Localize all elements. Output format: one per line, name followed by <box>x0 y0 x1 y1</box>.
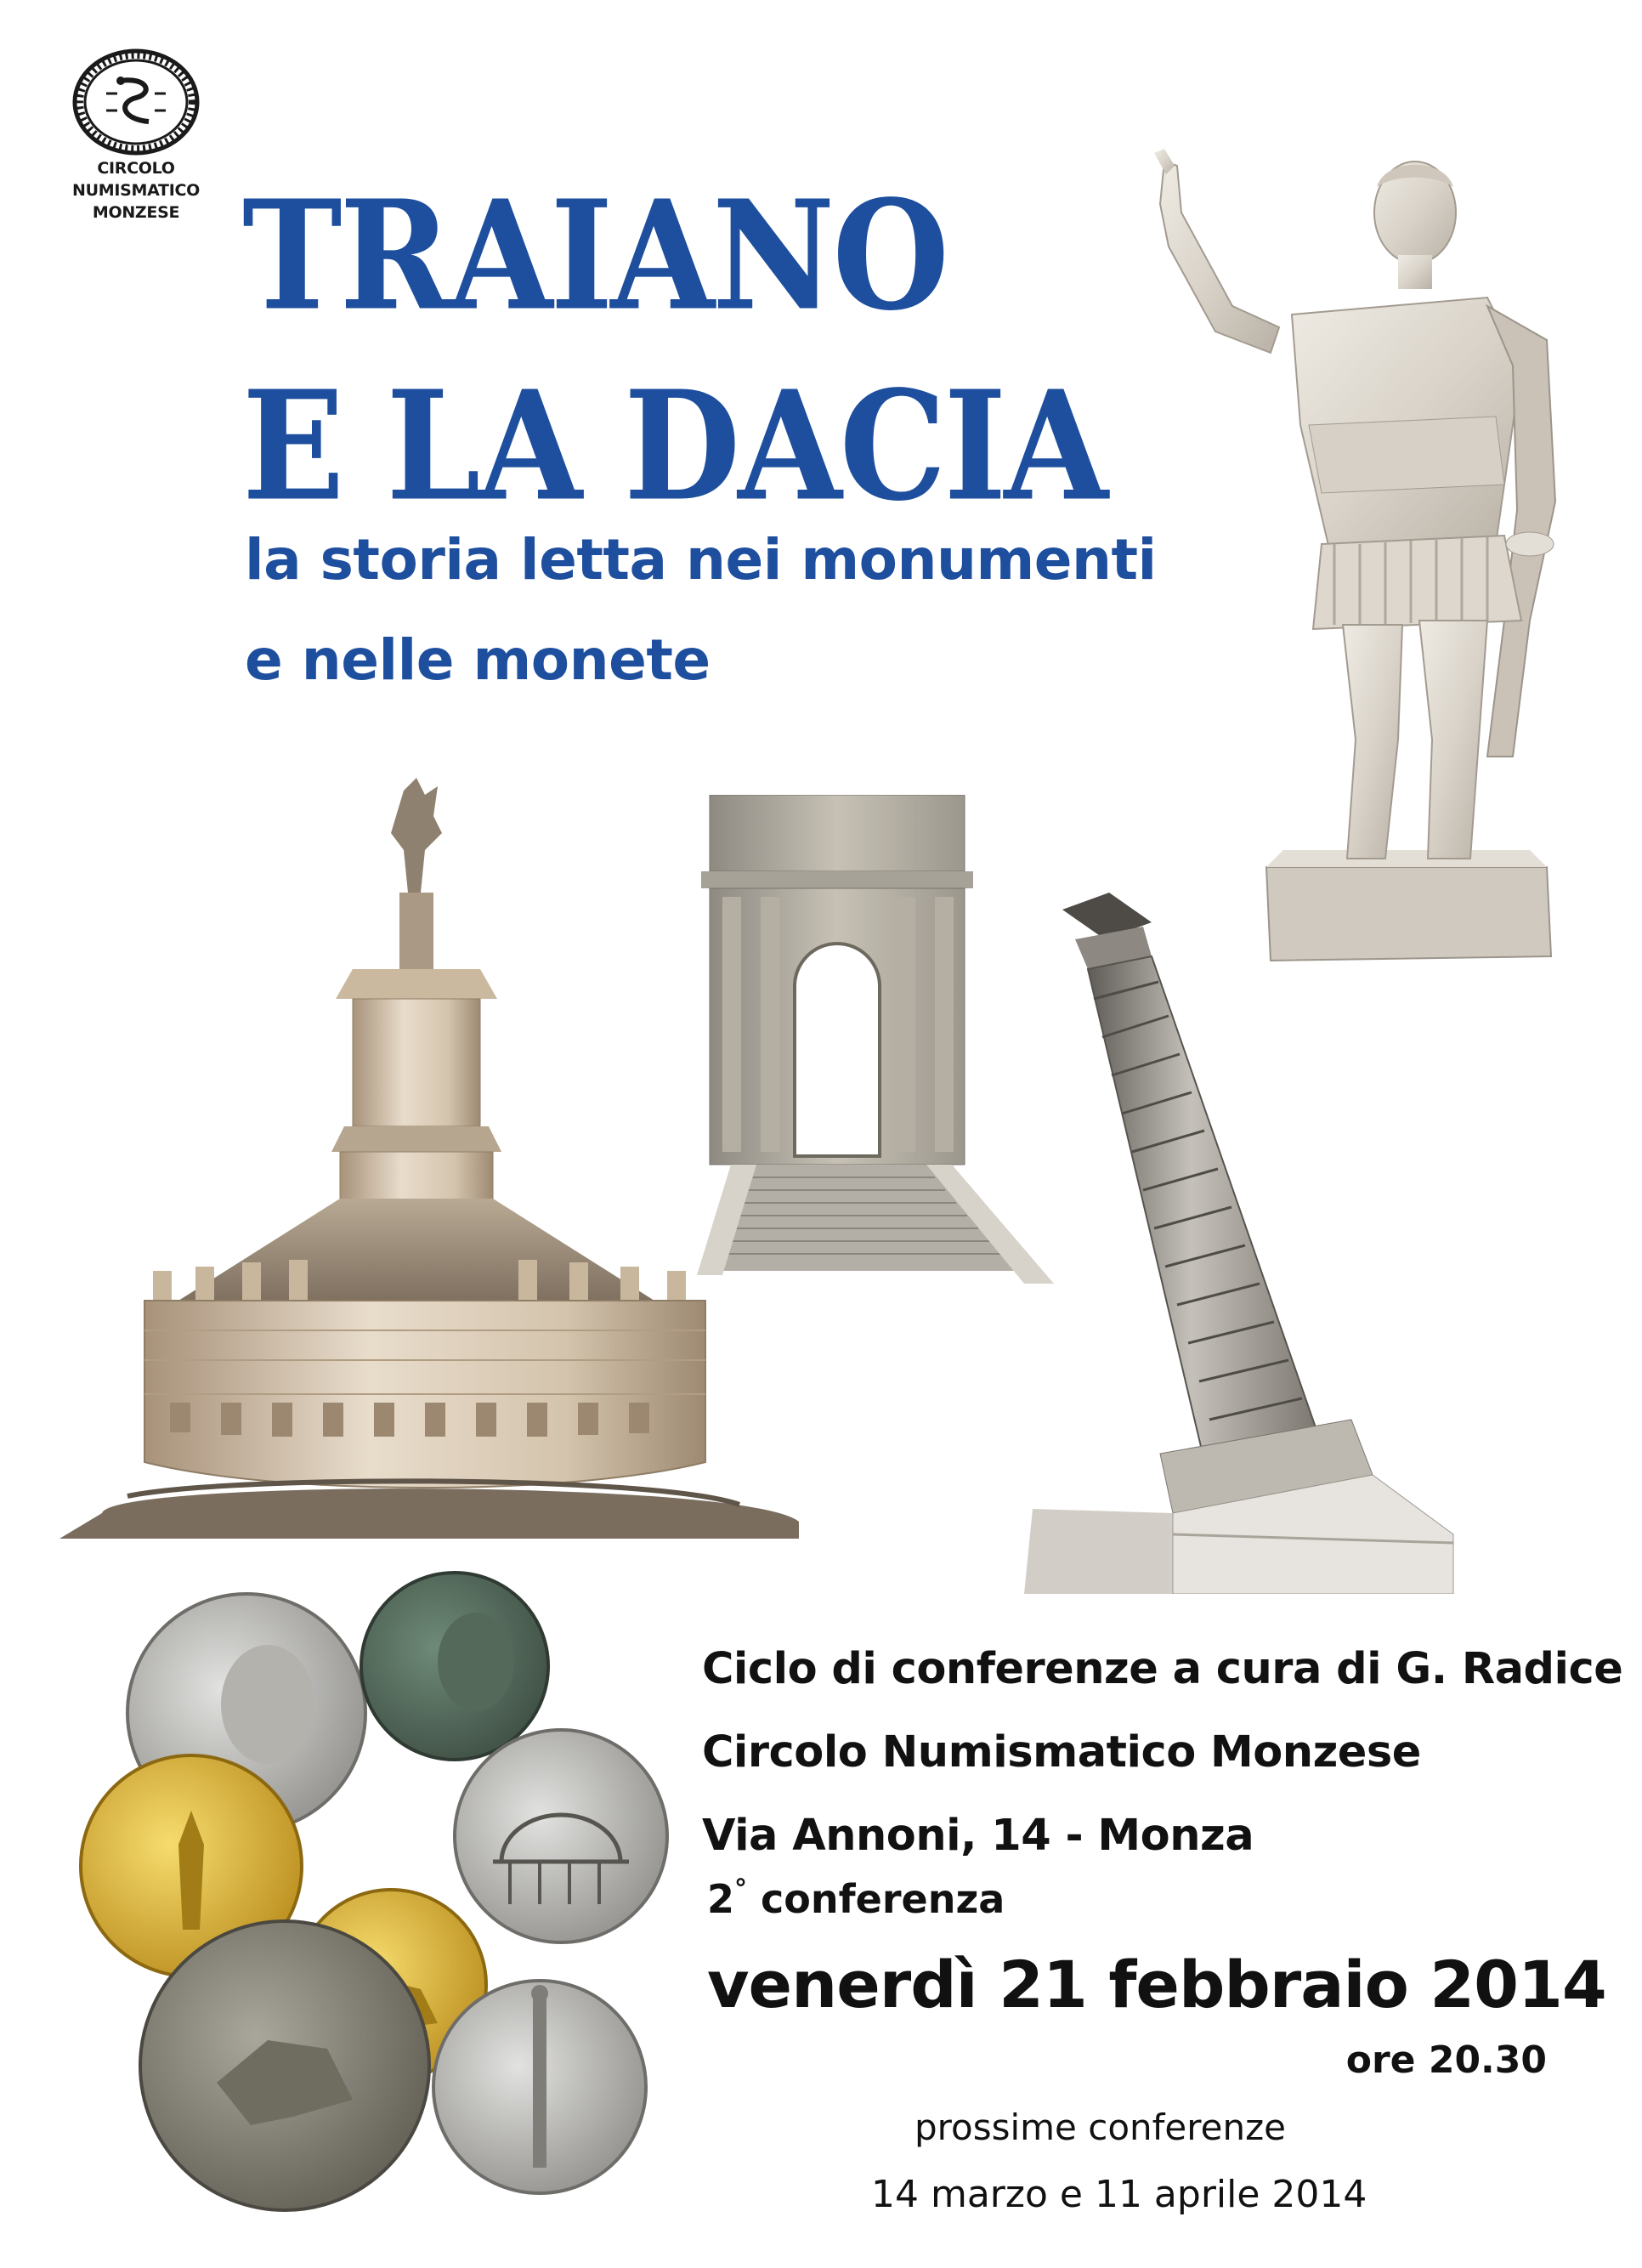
subtitle-line-1: la storia letta nei monumenti <box>245 527 1157 593</box>
venue-address: Via Annoni, 14 - Monza <box>702 1811 1254 1861</box>
event-time: ore 20.30 <box>1345 2038 1547 2082</box>
series-curator: Ciclo di conferenze a cura di G. Radice <box>702 1644 1623 1694</box>
conference-ordinal: 2 <box>707 1876 735 1922</box>
degree-sign: ° <box>734 1874 748 1904</box>
poster-title <box>242 162 1106 542</box>
logo-line-1: CIRCOLO NUMISMATICO <box>72 159 200 200</box>
logo-caption <box>34 157 238 224</box>
logo-line-2: MONZESE <box>92 203 180 222</box>
serpent-seal-icon <box>68 47 204 157</box>
organizer-name: Circolo Numismatico Monzese <box>702 1727 1421 1778</box>
upcoming-title: prossime conferenze <box>914 2106 1286 2148</box>
trajans-column-image <box>1024 888 1458 1594</box>
arch-of-trajan-image <box>697 795 1054 1288</box>
trajan-statue-image <box>1130 145 1572 969</box>
lecture-info <box>702 1628 1622 1878</box>
roman-coins-image <box>64 1564 676 2236</box>
subtitle-line-2: e nelle monete <box>245 627 711 693</box>
poster-subtitle <box>245 510 1157 711</box>
conference-label: conferenza <box>747 1876 1005 1922</box>
title-line-1: TRAIANO <box>242 167 948 345</box>
upcoming-dates: 14 marzo e 11 aprile 2014 <box>871 2173 1367 2216</box>
event-date: venerdì 21 febbraio 2014 <box>707 1947 1606 2022</box>
title-line-2: E LA DACIA <box>242 358 1106 536</box>
tropaeum-traiani-image <box>59 774 799 1539</box>
conference-number <box>707 1874 1005 1922</box>
